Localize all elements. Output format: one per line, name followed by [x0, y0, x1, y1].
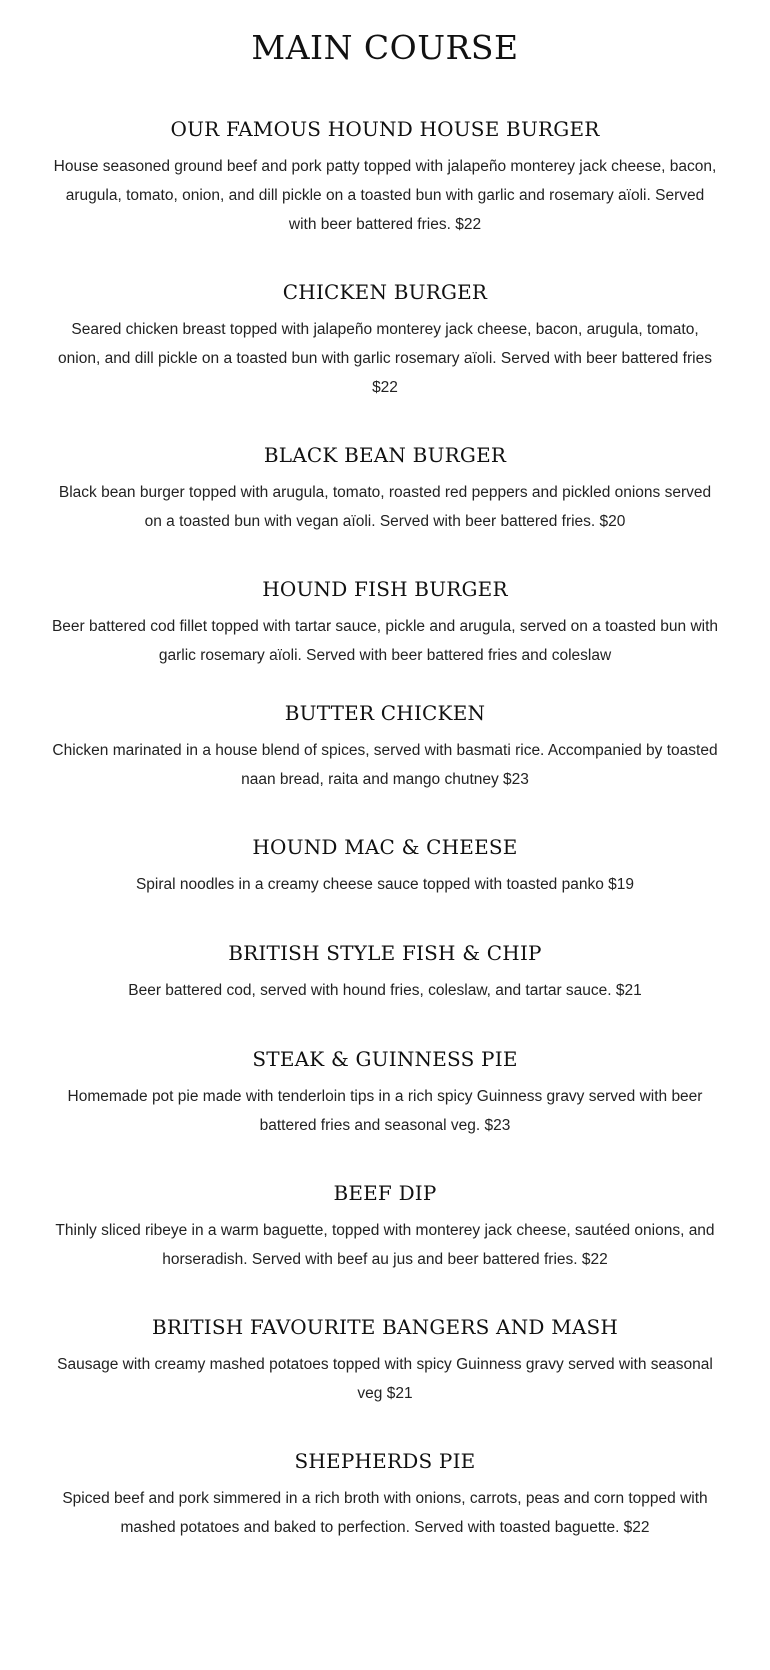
menu-item-description: Thinly sliced ribeye in a warm baguette, topped with monterey jack cheese, sautéed onions, and horseradish. Served with beef au jus and beer battered fries. $22 [55, 1222, 715, 1268]
page-title: MAIN COURSE [251, 28, 519, 67]
menu-item-name: CHICKEN BURGER [282, 280, 488, 304]
menu-item-name: BUTTER CHICKEN [284, 701, 486, 725]
menu-item-description: Beer battered cod fillet topped with tartar sauce, pickle and arugula, served on a toasted bun with garlic rosemary aïoli. Served with beer battered fries and coleslaw [51, 618, 719, 664]
menu-item [50, 1447, 720, 1542]
menu-item [50, 1179, 720, 1274]
menu-item-description: Chicken marinated in a house blend of spices, served with basmati rice. Accompanied by toasted naan bread, raita and mango chutney $23 [52, 742, 718, 788]
menu-item-description: Spiral noodles in a creamy cheese sauce topped with toasted panko $19 [135, 876, 635, 893]
menu-item-description: Sausage with creamy mashed potatoes topped with spicy Guinness gravy served with seasonal veg $21 [57, 1356, 713, 1402]
menu-item-name: BRITISH STYLE FISH & CHIP [228, 941, 542, 965]
menu-item [50, 939, 720, 1005]
menu-item-description: Beer battered cod, served with hound fries, coleslaw, and tartar sauce. $21 [128, 982, 642, 999]
menu-item [50, 575, 720, 670]
menu-item [50, 833, 720, 899]
menu-item-description: Spiced beef and pork simmered in a rich broth with onions, carrots, peas and corn topped with mashed potatoes and baked to perfection. Served with toasted baguette. $22 [62, 1490, 708, 1536]
menu-item-name: BRITISH FAVOURITE BANGERS AND MASH [151, 1315, 619, 1339]
menu-item-name: STEAK & GUINNESS PIE [252, 1047, 518, 1071]
menu-item [50, 278, 720, 402]
menu-item-name: OUR FAMOUS HOUND HOUSE BURGER [170, 117, 600, 141]
menu-item-name: BEEF DIP [333, 1181, 437, 1205]
menu-item-description: Seared chicken breast topped with jalapeño monterey jack cheese, bacon, arugula, tomato, onion, and dill pickle on a toasted bun with garlic rosemary aïoli. Served with beer battered fries $22 [58, 321, 712, 396]
menu-item-name: HOUND FISH BURGER [262, 577, 508, 601]
menu-item-description: Black bean burger topped with arugula, tomato, roasted red peppers and pickled onions served on a toasted bun with vegan aïoli. Served with beer battered fries. $20 [58, 484, 712, 530]
menu-item-description: House seasoned ground beef and pork patty topped with jalapeño monterey jack cheese, bacon, arugula, tomato, onion, and dill pickle on a toasted bun with garlic and rosemary aïoli. Served with beer battered fries. $22 [53, 158, 717, 233]
menu-item-name: BLACK BEAN BURGER [263, 443, 507, 467]
menu-item [50, 1313, 720, 1408]
menu-item [50, 699, 720, 794]
menu-item [50, 115, 720, 239]
menu-item-name: HOUND MAC & CHEESE [252, 835, 518, 859]
menu-item [50, 1045, 720, 1140]
menu-item-description: Homemade pot pie made with tenderloin tips in a rich spicy Guinness gravy served with beer battered fries and seasonal veg. $23 [67, 1088, 703, 1134]
menu-item-name: SHEPHERDS PIE [294, 1449, 476, 1473]
menu-item [50, 441, 720, 536]
